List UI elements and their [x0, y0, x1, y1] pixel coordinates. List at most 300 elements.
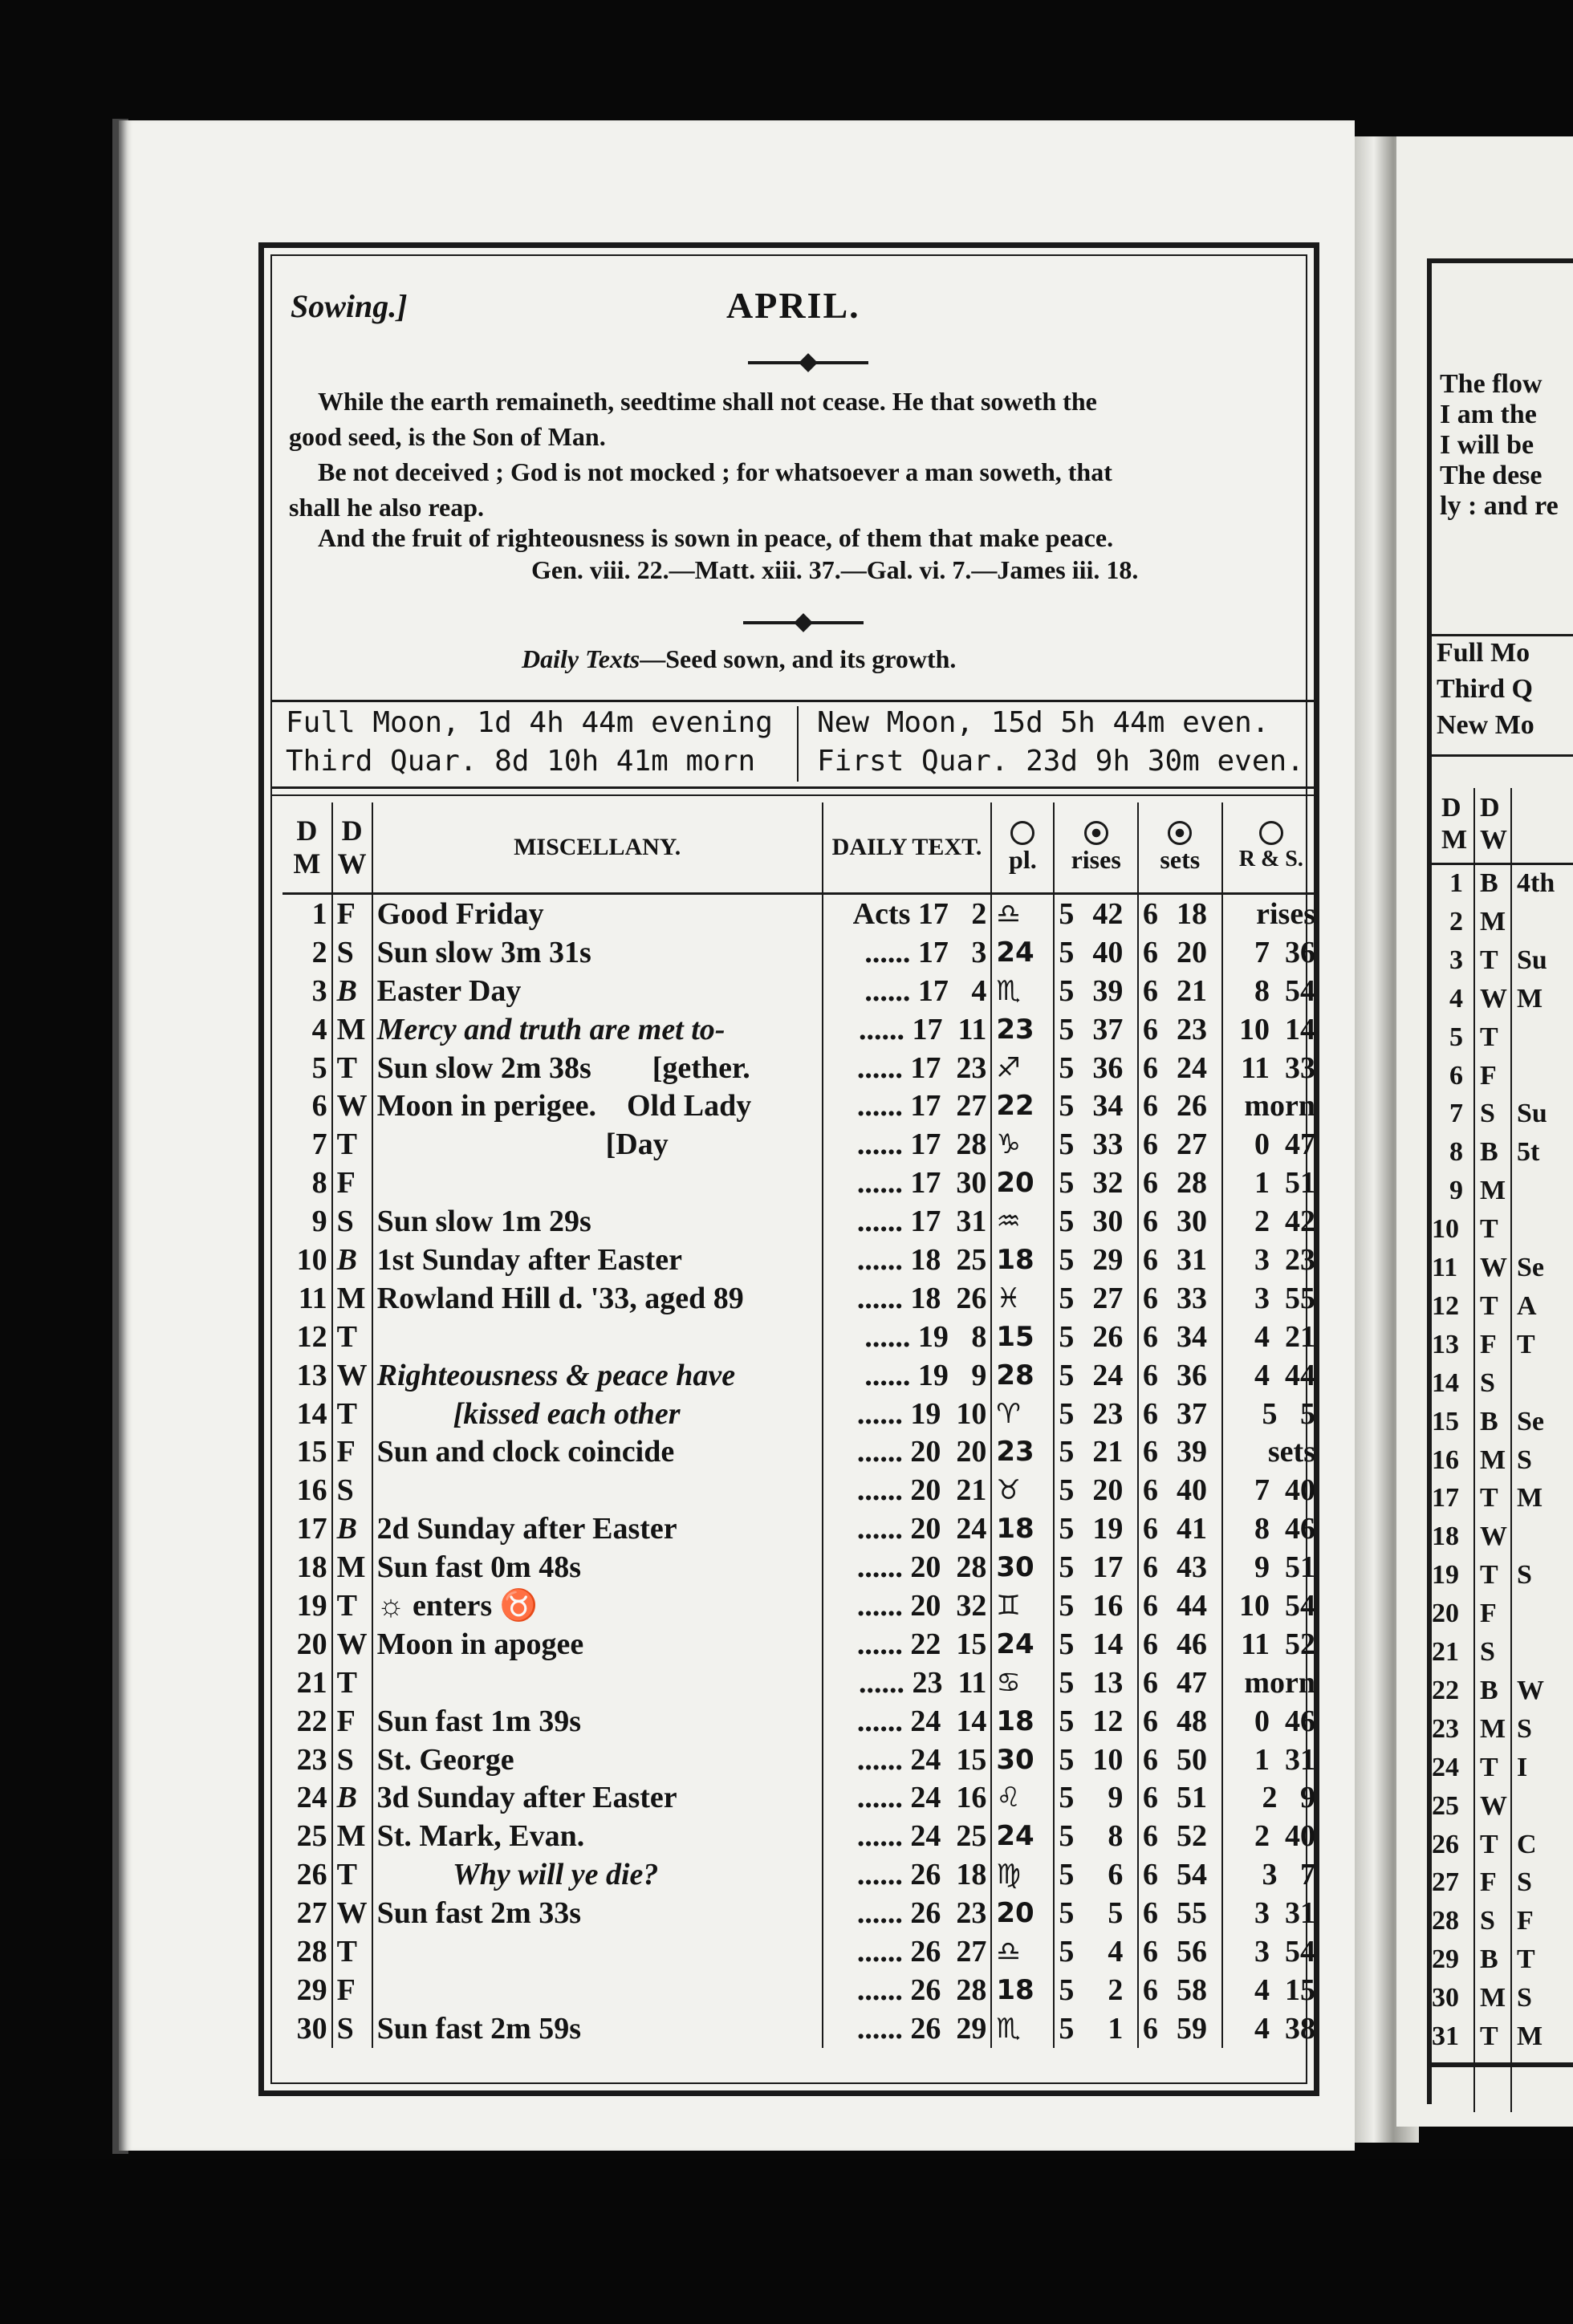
table-row	[282, 2009, 1319, 2048]
moon-place: 20	[991, 1164, 1054, 1202]
sun-rises-minute: 21	[1092, 1435, 1124, 1469]
facing-row-misc: Su	[1517, 1099, 1547, 1129]
facing-row-dw: T	[1480, 1290, 1498, 1321]
sun-sets	[1138, 1318, 1222, 1356]
header-daily-text: DAILY TEXT.	[823, 802, 992, 894]
table-header-row	[282, 802, 1319, 894]
moon-place: ♏	[991, 972, 1054, 1010]
sun-rises-hour: 5	[1059, 1281, 1075, 1315]
sun-rises-minute: 9	[1108, 1781, 1124, 1815]
moon-rises-sets: 5 5	[1222, 1395, 1319, 1433]
facing-row-misc: S	[1517, 1983, 1532, 2013]
miscellany: Sun fast 2m 59s	[372, 2009, 823, 2048]
miscellany: [Day	[372, 1125, 823, 1164]
facing-row-dm: 13	[1432, 1329, 1459, 1359]
section-title: Sowing.]	[291, 288, 408, 324]
sun-rises-hour: 5	[1059, 1396, 1075, 1431]
sun-sets	[1138, 1702, 1222, 1741]
sun-icon	[1084, 821, 1108, 845]
facing-row-dw: S	[1480, 1099, 1495, 1129]
facing-row-dw: F	[1480, 1329, 1497, 1359]
facing-row-dw: T	[1480, 1829, 1498, 1859]
facing-row-dm: 12	[1432, 1290, 1459, 1321]
table-row	[282, 1817, 1319, 1855]
moon-rises-sets: 7 40	[1222, 1471, 1319, 1509]
sun-rises-minute: 32	[1092, 1166, 1124, 1201]
miscellany: Sun fast 2m 33s	[372, 1894, 823, 1932]
sun-rises-minute: 29	[1092, 1242, 1124, 1277]
sun-rises-hour: 5	[1059, 2011, 1075, 2046]
sun-sets-minute: 31	[1176, 1242, 1207, 1277]
verse-1	[289, 384, 1316, 454]
sun-sets	[1138, 1279, 1222, 1318]
table-row	[282, 1741, 1319, 1779]
miscellany: Righteousness & peace have	[372, 1356, 823, 1395]
sun-sets-hour: 6	[1142, 1704, 1158, 1738]
moon-place: ♍	[991, 1855, 1054, 1894]
facing-row-misc: Se	[1517, 1406, 1544, 1436]
ornament-divider-2	[743, 613, 864, 632]
sun-rises-hour: 5	[1059, 973, 1075, 1008]
miscellany	[372, 1164, 823, 1202]
daily-text-ref: ...... 26 28	[823, 1971, 992, 2009]
moon-place: ♐	[991, 1049, 1054, 1087]
header-moon-rs	[1222, 802, 1319, 894]
moon-rises-sets: 3 54	[1222, 1932, 1319, 1971]
sun-rises-hour: 5	[1059, 1012, 1075, 1046]
table-row	[282, 1702, 1319, 1741]
sun-sets-minute: 39	[1176, 1435, 1207, 1469]
table-row	[282, 1855, 1319, 1894]
day-of-week: T	[332, 1125, 372, 1164]
day-of-month: 28	[296, 1934, 327, 1968]
sun-sets-hour: 6	[1142, 1242, 1158, 1277]
facing-row-dw: T	[1480, 1752, 1498, 1782]
miscellany: Good Friday	[372, 894, 823, 933]
facing-row-dm: 6	[1449, 1060, 1463, 1091]
sun-rises	[1054, 1202, 1138, 1241]
facing-row-dm: 1	[1449, 868, 1463, 898]
scan-bottom	[0, 2159, 1573, 2324]
moon-rises-sets: 4 15	[1222, 1971, 1319, 2009]
facing-row-misc: M	[1517, 1483, 1543, 1513]
facing-border-top	[1427, 258, 1573, 263]
day-of-week: W	[332, 1625, 372, 1664]
facing-row-dm: 11	[1432, 1253, 1458, 1282]
daily-text-ref: ...... 18 26	[823, 1279, 992, 1318]
facing-row-dw: F	[1480, 1060, 1497, 1091]
daily-text-ref: ...... 26 29	[823, 2009, 992, 2048]
sun-rises-minute: 19	[1092, 1512, 1124, 1546]
miscellany: Moon in apogee	[372, 1625, 823, 1664]
moon-place: 24	[991, 933, 1054, 972]
table-row	[282, 1279, 1319, 1318]
sun-rises	[1054, 1125, 1138, 1164]
moon-place: ♎	[991, 894, 1054, 933]
sun-rises	[1054, 1778, 1138, 1817]
facing-row-dm: 3	[1449, 945, 1463, 975]
facing-row-dm: 22	[1432, 1675, 1459, 1705]
day-of-month: 16	[296, 1473, 327, 1508]
day-of-month: 17	[296, 1512, 327, 1546]
facing-head-d1: D	[1441, 793, 1461, 823]
moon-third: Third Quar. 8d 10h 41m morn	[286, 745, 756, 778]
daily-text-ref: ...... 26 23	[823, 1894, 992, 1932]
facing-row-misc: 4th	[1517, 868, 1555, 898]
moon-face-icon	[1259, 821, 1283, 845]
sun-rises	[1054, 1971, 1138, 2009]
sun-rises-minute: 4	[1108, 1934, 1124, 1968]
sun-sets-minute: 21	[1176, 973, 1207, 1008]
facing-verse-line: ly : and re	[1440, 491, 1559, 521]
day-of-month: 25	[296, 1819, 327, 1854]
day-of-month: 10	[296, 1242, 327, 1277]
facing-row-dm: 25	[1432, 1790, 1459, 1821]
sun-sets-minute: 34	[1176, 1319, 1207, 1354]
moon-place: ♓	[991, 1279, 1054, 1318]
header-sun-sets	[1138, 802, 1222, 894]
facing-verse-line: The flow	[1440, 369, 1543, 399]
day-of-month: 12	[296, 1319, 327, 1354]
sun-rises-minute: 26	[1092, 1319, 1124, 1354]
sun-rises-hour: 5	[1059, 935, 1075, 969]
daily-text-ref: ...... 18 25	[823, 1241, 992, 1279]
header-sun-rises	[1054, 802, 1138, 894]
sun-rises	[1054, 1702, 1138, 1741]
sun-sets-hour: 6	[1142, 1089, 1158, 1123]
moon-rises-sets: 1 31	[1222, 1741, 1319, 1779]
table-row	[282, 1049, 1319, 1087]
day-of-week: T	[332, 1587, 372, 1625]
sun-sets-minute: 40	[1176, 1473, 1207, 1508]
moon-rises-sets: morn	[1222, 1664, 1319, 1702]
facing-verse-line: I am the	[1440, 400, 1537, 429]
facing-head-m: M	[1441, 825, 1468, 855]
moon-rises-sets: 10 54	[1222, 1587, 1319, 1625]
daily-text-ref: ...... 20 28	[823, 1548, 992, 1587]
facing-row-dw: T	[1480, 1483, 1498, 1513]
moon-place: 18	[991, 1702, 1054, 1741]
daily-text-ref: ...... 19 9	[823, 1356, 992, 1395]
day-of-week: S	[332, 1202, 372, 1241]
facing-row-dm: 31	[1432, 2021, 1459, 2051]
facing-row-misc: S	[1517, 1560, 1532, 1591]
day-of-week: W	[332, 1087, 372, 1125]
sun-sets	[1138, 1778, 1222, 1817]
facing-row-dm: 15	[1432, 1406, 1459, 1436]
daily-text-ref: ...... 19 10	[823, 1395, 992, 1433]
facing-row-dw: T	[1480, 1022, 1498, 1052]
facing-row-dw: T	[1480, 945, 1498, 975]
daily-text-ref: ...... 17 31	[823, 1202, 992, 1241]
daily-text-ref: ...... 24 15	[823, 1741, 992, 1779]
day-of-week: S	[332, 1471, 372, 1509]
sun-sets-minute: 54	[1176, 1858, 1207, 1892]
miscellany: Sun slow 1m 29s	[372, 1202, 823, 1241]
sun-rises-hour: 5	[1059, 1242, 1075, 1277]
month-title: APRIL.	[726, 285, 860, 326]
moon-place: ♋	[991, 1664, 1054, 1702]
moon-rises-sets: 7 36	[1222, 933, 1319, 972]
sun-sets-hour: 6	[1142, 1934, 1158, 1968]
miscellany	[372, 1932, 823, 1971]
sun-rises-hour: 5	[1059, 1704, 1075, 1738]
miscellany: Sun fast 1m 39s	[372, 1702, 823, 1741]
moon-rises-sets: sets	[1222, 1432, 1319, 1471]
sun-rises-minute: 12	[1092, 1704, 1124, 1738]
facing-head-d2: D	[1480, 793, 1500, 823]
facing-row-dw: B	[1480, 868, 1498, 898]
facing-row-dw: S	[1480, 1906, 1495, 1936]
calendar-table	[282, 802, 1319, 2048]
moon-place: 24	[991, 1625, 1054, 1664]
sun-sets	[1138, 1471, 1222, 1509]
sun-sets-hour: 6	[1142, 1588, 1158, 1623]
sun-rises-minute: 42	[1092, 896, 1124, 931]
header-planet	[991, 802, 1054, 894]
daily-text-ref: ...... 17 23	[823, 1049, 992, 1087]
sun-rises	[1054, 2009, 1138, 2048]
table-row	[282, 1202, 1319, 1241]
sun-rises-minute: 1	[1108, 2011, 1124, 2046]
moon-rises-sets: 4 21	[1222, 1318, 1319, 1356]
daily-text-ref: ...... 24 16	[823, 1778, 992, 1817]
facing-row-dm: 16	[1432, 1444, 1459, 1475]
day-of-week: M	[332, 1817, 372, 1855]
sun-sets	[1138, 1432, 1222, 1471]
facing-row-dw: T	[1480, 2021, 1498, 2051]
facing-row-dm: 18	[1432, 1522, 1459, 1552]
day-of-month: 20	[296, 1627, 327, 1661]
moon-rises-sets: 2 9	[1222, 1778, 1319, 1817]
moon-place: ♎	[991, 1932, 1054, 1971]
facing-row-dm: 2	[1449, 906, 1463, 937]
sun-sets-minute: 43	[1176, 1550, 1207, 1585]
sun-rises	[1054, 1855, 1138, 1894]
facing-row-dm: 24	[1432, 1752, 1459, 1782]
miscellany: 3d Sunday after Easter	[372, 1778, 823, 1817]
sun-sets-minute: 56	[1176, 1934, 1207, 1968]
day-of-week: F	[332, 1702, 372, 1741]
sun-rises	[1054, 1087, 1138, 1125]
moon-rises-sets: 3 55	[1222, 1279, 1319, 1318]
sun-rises-hour: 5	[1059, 1435, 1075, 1469]
day-of-week: B	[332, 1778, 372, 1817]
day-of-month: 1	[311, 896, 327, 931]
facing-rule-2	[1432, 754, 1573, 757]
sun-sets-minute: 58	[1176, 1973, 1207, 2007]
sun-sets	[1138, 1741, 1222, 1779]
daily-text-ref: ...... 17 4	[823, 972, 992, 1010]
facing-row-dm: 7	[1449, 1099, 1463, 1129]
sun-rises	[1054, 1432, 1138, 1471]
daily-text-ref: ...... 17 3	[823, 933, 992, 972]
facing-row-dm: 10	[1432, 1214, 1459, 1245]
sun-sets	[1138, 1125, 1222, 1164]
moon-rises-sets: 4 38	[1222, 2009, 1319, 2048]
sun-rises-minute: 14	[1092, 1627, 1124, 1661]
moon-rises-sets: 8 54	[1222, 972, 1319, 1010]
facing-row-dm: 21	[1432, 1637, 1459, 1667]
sun-sets-hour: 6	[1142, 1973, 1158, 2007]
table-row	[282, 1125, 1319, 1164]
day-of-week: S	[332, 933, 372, 972]
sun-sets-minute: 20	[1176, 935, 1207, 969]
sun-rises	[1054, 1356, 1138, 1395]
miscellany	[372, 1318, 823, 1356]
miscellany: Easter Day	[372, 972, 823, 1010]
day-of-week: F	[332, 1432, 372, 1471]
sun-rises-hour: 5	[1059, 1550, 1075, 1585]
moon-place: 30	[991, 1741, 1054, 1779]
moon-rises-sets: 11 52	[1222, 1625, 1319, 1664]
sun-rises-hour: 5	[1059, 1627, 1075, 1661]
facing-row-dw: M	[1480, 1983, 1506, 2013]
sun-rises-minute: 2	[1108, 1973, 1124, 2007]
sun-sets-hour: 6	[1142, 935, 1158, 969]
miscellany: Sun slow 3m 31s	[372, 933, 823, 972]
sun-rises	[1054, 1241, 1138, 1279]
day-of-month: 15	[296, 1435, 327, 1469]
table-row	[282, 1471, 1319, 1509]
table-row	[282, 1395, 1319, 1433]
moon-rises-sets: 0 46	[1222, 1702, 1319, 1741]
sun-sets	[1138, 1971, 1222, 2009]
header-rs-text: R & S.	[1238, 847, 1303, 872]
moon-rises-sets: 4 44	[1222, 1356, 1319, 1395]
day-of-month: 13	[296, 1358, 327, 1392]
sun-sets	[1138, 1817, 1222, 1855]
sun-rises-hour: 5	[1059, 1858, 1075, 1892]
sun-sets	[1138, 1587, 1222, 1625]
daily-texts-line	[522, 644, 956, 674]
sun-sets	[1138, 1049, 1222, 1087]
table-row	[282, 1164, 1319, 1202]
miscellany: Why will ye die?	[372, 1855, 823, 1894]
day-of-month: 22	[296, 1704, 327, 1738]
facing-row-dw: M	[1480, 1176, 1506, 1206]
sun-rises	[1054, 1587, 1138, 1625]
facing-row-dm: 5	[1449, 1022, 1463, 1052]
miscellany	[372, 1664, 823, 1702]
rule-bottom-moon-2	[271, 794, 1319, 796]
day-of-week: F	[332, 1971, 372, 2009]
daily-text-ref: ...... 20 32	[823, 1587, 992, 1625]
facing-row-dw: M	[1480, 906, 1506, 937]
sun-rises-hour: 5	[1059, 1588, 1075, 1623]
facing-row-misc: S	[1517, 1444, 1532, 1475]
facing-rule-1	[1432, 634, 1573, 636]
sun-rises	[1054, 1894, 1138, 1932]
day-of-month: 24	[296, 1781, 327, 1815]
header-dm	[282, 802, 332, 894]
sun-sets	[1138, 1855, 1222, 1894]
moon-place: 18	[991, 1971, 1054, 2009]
sun-sets-minute: 48	[1176, 1704, 1207, 1738]
sun-sets-hour: 6	[1142, 1781, 1158, 1815]
facing-row-dm: 19	[1432, 1560, 1459, 1591]
header-rises-text: rises	[1071, 845, 1121, 874]
header-sets-text: sets	[1160, 845, 1201, 874]
sun-sets	[1138, 2009, 1222, 2048]
sun-sets-minute: 52	[1176, 1819, 1207, 1854]
day-of-week: T	[332, 1049, 372, 1087]
moon-rises-sets: 3 7	[1222, 1855, 1319, 1894]
sun-rises-minute: 39	[1092, 973, 1124, 1008]
sun-sets	[1138, 894, 1222, 933]
facing-row-dw: B	[1480, 1675, 1498, 1705]
sun-rises	[1054, 933, 1138, 972]
facing-row-misc: Se	[1517, 1253, 1544, 1282]
moon-rises-sets: 3 31	[1222, 1894, 1319, 1932]
sun-rises-hour: 5	[1059, 1512, 1075, 1546]
sun-sets-hour: 6	[1142, 973, 1158, 1008]
facing-head-w: W	[1480, 825, 1507, 855]
sun-sets-hour: 6	[1142, 1358, 1158, 1392]
sun-rises-minute: 8	[1108, 1819, 1124, 1854]
facing-row-dw: S	[1480, 1637, 1495, 1667]
miscellany	[372, 1471, 823, 1509]
facing-row-dm: 20	[1432, 1599, 1459, 1629]
moon-rises-sets: 2 40	[1222, 1817, 1319, 1855]
facing-row-dm: 14	[1432, 1367, 1459, 1398]
daily-text-ref: ...... 17 27	[823, 1087, 992, 1125]
sun-sets-hour: 6	[1142, 1012, 1158, 1046]
day-of-week: T	[332, 1855, 372, 1894]
sun-sets	[1138, 1164, 1222, 1202]
day-of-month: 18	[296, 1550, 327, 1585]
moon-rises-sets: 11 33	[1222, 1049, 1319, 1087]
daily-text-ref: ...... 20 24	[823, 1509, 992, 1548]
facing-row-dm: 29	[1432, 1944, 1459, 1975]
sun-sets	[1138, 1932, 1222, 1971]
day-of-week: F	[332, 1164, 372, 1202]
sun-rises-minute: 23	[1092, 1396, 1124, 1431]
facing-row-misc: C	[1517, 1829, 1537, 1859]
moon-place: ♌	[991, 1778, 1054, 1817]
sun-rises	[1054, 894, 1138, 933]
facing-rule-3	[1432, 863, 1573, 865]
facing-row-dw: T	[1480, 1214, 1498, 1245]
sun-rises-hour: 5	[1059, 1089, 1075, 1123]
sun-rises	[1054, 1741, 1138, 1779]
day-of-month: 6	[311, 1089, 327, 1123]
sun-sets-minute: 28	[1176, 1166, 1207, 1201]
sun-sets-hour: 6	[1142, 1435, 1158, 1469]
sun-rises-minute: 34	[1092, 1089, 1124, 1123]
moon-divider	[797, 706, 799, 782]
day-of-month: 19	[296, 1588, 327, 1623]
moon-place: 18	[991, 1509, 1054, 1548]
table-row	[282, 1932, 1319, 1971]
sun-sets-hour: 6	[1142, 2011, 1158, 2046]
sun-sets-minute: 37	[1176, 1396, 1207, 1431]
day-of-week: T	[332, 1932, 372, 1971]
facing-moon-line: New Mo	[1437, 710, 1534, 740]
daily-texts-text: —Seed sown, and its growth.	[640, 644, 957, 673]
table-row	[282, 1625, 1319, 1664]
moon-place: 28	[991, 1356, 1054, 1395]
sun-sets	[1138, 1010, 1222, 1049]
sun-sets	[1138, 1395, 1222, 1433]
header-dw	[332, 802, 372, 894]
sun-rises	[1054, 1471, 1138, 1509]
day-of-week: B	[332, 1241, 372, 1279]
sun-rises-hour: 5	[1059, 1050, 1075, 1085]
facing-moon-line: Full Mo	[1437, 638, 1530, 668]
table-row	[282, 1241, 1319, 1279]
sun-sets-hour: 6	[1142, 1550, 1158, 1585]
